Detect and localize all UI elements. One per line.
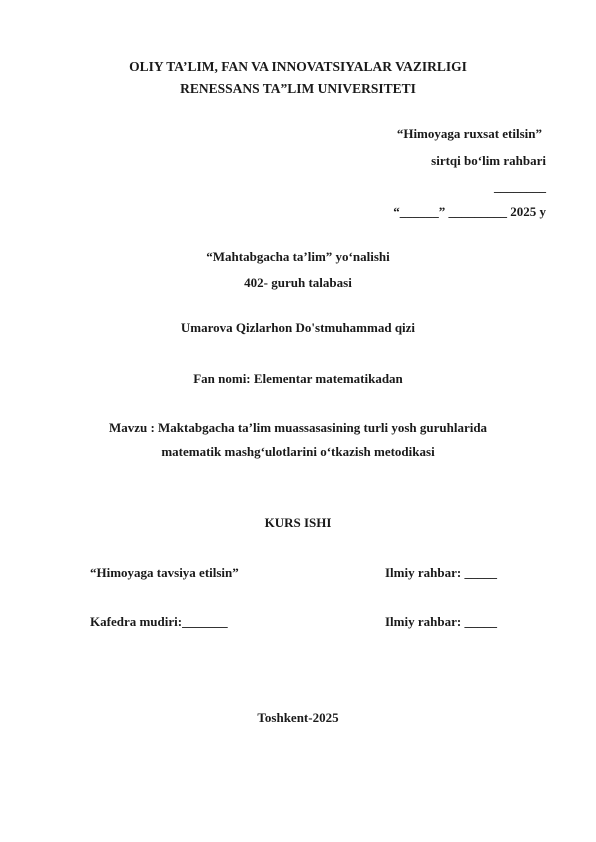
course-name: Fan nomi: Elementar matematikadan: [193, 371, 403, 386]
approval-date-line: “______” _________ 2025 y: [393, 204, 546, 219]
head-of-department: Kafedra mudiri:_______: [90, 614, 228, 629]
approval-signature-line: ________: [494, 179, 546, 194]
approval-role: sirtqi bo‘lim rahbari: [431, 153, 546, 168]
student-name: Umarova Qizlarhon Do'stmuhammad qizi: [180, 320, 416, 335]
supervisor-1: Ilmiy rahbar: _____: [385, 565, 497, 580]
topic-line-2: matematik mashg‘ulotlarini o‘tkazish metodikasi: [161, 444, 435, 459]
city-year: Toshkent-2025: [257, 710, 339, 725]
university-name: RENESSANS TA”LIM UNIVERSITETI: [180, 81, 416, 96]
work-type: KURS ISHI: [264, 515, 332, 530]
supervisor-2: Ilmiy rahbar: _____: [385, 614, 497, 629]
ministry-name: OLIY TA’LIM, FAN VA INNOVATSIYALAR VAZIRLIGI: [129, 59, 467, 74]
student-group: 402- guruh talabasi: [244, 275, 352, 290]
topic-line-1: Mavzu : Maktabgacha ta’lim muassasasining turli yosh guruhlarida: [108, 420, 488, 435]
study-program: “Mahtabgacha ta’lim” yo‘nalishi: [206, 249, 390, 264]
recommend-label: “Himoyaga tavsiya etilsin”: [90, 565, 239, 580]
approval-title: “Himoyaga ruxsat etilsin”: [396, 126, 542, 141]
